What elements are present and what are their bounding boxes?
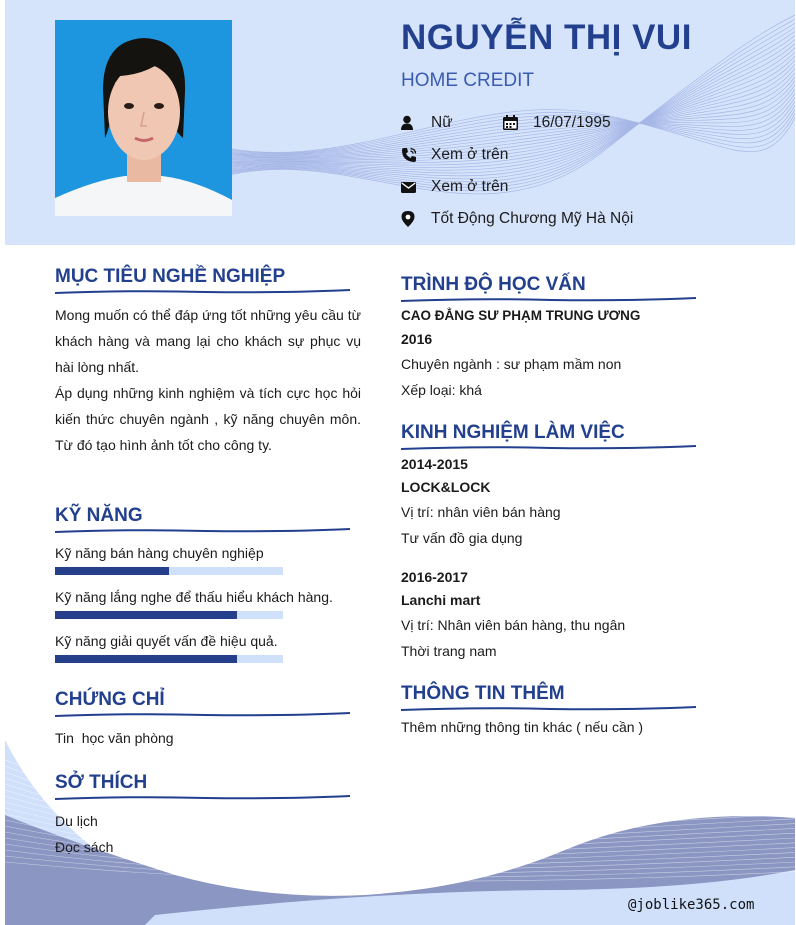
job-position: Vị trí: nhân viên bán hàng (401, 504, 561, 520)
experience-underline (401, 443, 697, 453)
location-icon (401, 211, 417, 227)
education-title: TRÌNH ĐỘ HỌC VẤN (401, 274, 586, 295)
job-company: LOCK&LOCK (401, 479, 491, 495)
cv-page (5, 0, 795, 925)
certificate-item: Tin học văn phòng (55, 730, 174, 746)
job-position: Vị trí: Nhân viên bán hàng, thu ngân (401, 617, 626, 633)
objective-underline (55, 287, 351, 297)
skill-bar (55, 611, 283, 619)
candidate-name: NGUYỄN THỊ VUI (401, 18, 692, 57)
certificates-underline (55, 710, 351, 720)
skills-title: KỸ NĂNG (55, 505, 143, 526)
education-year: 2016 (401, 331, 433, 347)
gender-value: Nữ (431, 114, 453, 131)
hobbies-underline (55, 793, 351, 803)
certificates-title: CHỨNG CHỈ (55, 689, 165, 710)
skill-bar-fill (55, 655, 237, 663)
address-row (401, 210, 633, 228)
extra-info-title: THÔNG TIN THÊM (401, 683, 565, 704)
company-name: HOME CREDIT (401, 70, 534, 91)
skill-label: Kỹ năng lắng nghe để thấu hiểu khách hàng. (55, 589, 333, 605)
mail-icon (401, 179, 417, 195)
user-icon (401, 115, 417, 131)
experience-title: KINH NGHIỆM LÀM VIỆC (401, 422, 625, 443)
objective-paragraph-2: Áp dụng những kinh nghiệm và tích cực học hỏi kiến thức chuyên ngành , kỹ năng chuyên môn. Từ đó tạo hình ảnh tốt cho công ty. (55, 385, 361, 453)
watermark: @joblike365.com (628, 897, 755, 913)
extra-info-text: Thêm những thông tin khác ( nếu cần ) (401, 719, 644, 735)
education-grade: Xếp loại: khá (401, 382, 482, 398)
job-detail: Thời trang nam (401, 643, 497, 659)
skill-label: Kỹ năng giải quyết vấn đề hiệu quả. (55, 633, 278, 649)
objective-title: MỤC TIÊU NGHỀ NGHIỆP (55, 266, 286, 287)
birthdate-row (503, 114, 611, 132)
hobbies-title: SỞ THÍCH (55, 772, 148, 793)
hobby-item: Du lịch (55, 813, 98, 829)
skill-bar (55, 655, 283, 663)
email-row (401, 178, 508, 196)
job-company: Lanchi mart (401, 592, 481, 608)
skill-bar (55, 567, 283, 575)
skill-bar-fill (55, 567, 169, 575)
skill-label: Kỹ năng bán hàng chuyên nghiệp (55, 545, 264, 561)
education-school: CAO ĐẲNG SƯ PHẠM TRUNG ƯƠNG (401, 308, 641, 323)
profile-photo (55, 20, 232, 216)
skills-underline (55, 526, 351, 536)
address-value: Tốt Động Chương Mỹ Hà Nội (431, 210, 634, 227)
hobby-item: Đọc sách (55, 839, 114, 855)
education-underline (401, 295, 697, 305)
job-period: 2016-2017 (401, 569, 468, 585)
calendar-icon (503, 115, 519, 131)
phone-icon (401, 147, 417, 163)
phone-row (401, 146, 508, 164)
objective-paragraph-1: Mong muốn có thể đáp ứng tốt những yêu cầu từ khách hàng và mang lại cho khách sự phục vụ hài lòng nhất. (55, 307, 361, 375)
email-value: Xem ở trên (431, 178, 509, 195)
job-detail: Tư vấn đồ gia dụng (401, 530, 523, 546)
job-period: 2014-2015 (401, 456, 468, 472)
birthdate-value: 16/07/1995 (533, 114, 611, 131)
education-major: Chuyên ngành : sư phạm mầm non (401, 356, 622, 372)
phone-value: Xem ở trên (431, 146, 509, 163)
skill-bar-fill (55, 611, 237, 619)
extra-info-underline (401, 704, 697, 714)
gender-row (401, 114, 453, 132)
